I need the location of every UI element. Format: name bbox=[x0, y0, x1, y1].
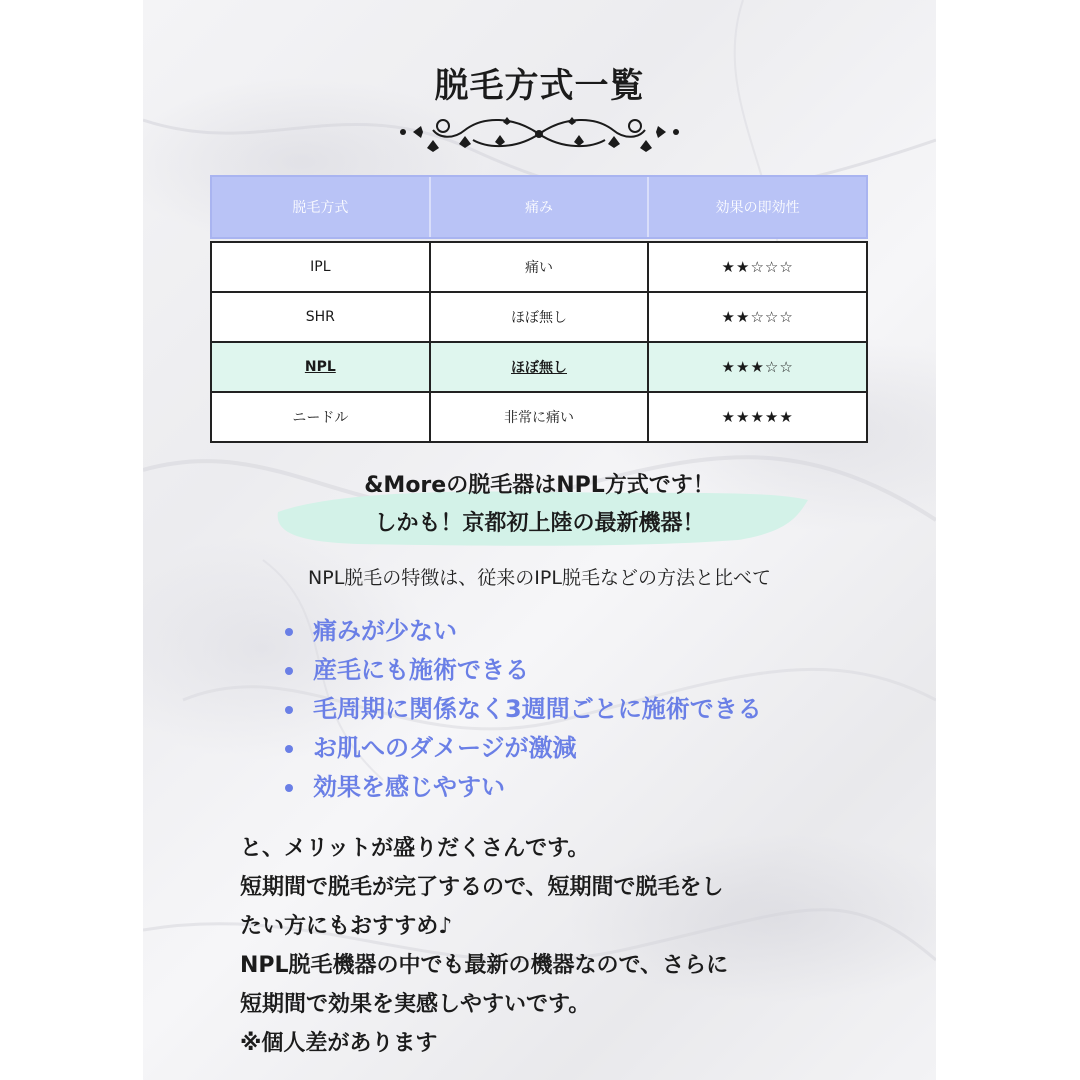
list-item: お肌へのダメージが激減 bbox=[283, 729, 762, 768]
cell-method: NPL bbox=[212, 343, 431, 391]
table-row bbox=[212, 293, 866, 343]
cell-pain: 痛い bbox=[431, 243, 650, 291]
header-pain: 痛み bbox=[431, 177, 650, 237]
list-item: 痛みが少ない bbox=[283, 612, 762, 651]
list-item: 効果を感じやすい bbox=[283, 768, 762, 807]
cell-method: SHR bbox=[212, 293, 431, 341]
list-item: 産毛にも施術できる bbox=[283, 651, 762, 690]
table-row bbox=[212, 243, 866, 293]
page-title: 脱毛方式一覧 bbox=[434, 66, 645, 106]
table-row bbox=[212, 393, 866, 441]
cell-speed-rating: ★★★☆☆ bbox=[721, 358, 794, 376]
list-item: 毛周期に関係なく3週間ごとに施術できる bbox=[283, 690, 762, 729]
headline-line-2: しかも！京都初上陸の最新機器！ bbox=[374, 511, 705, 536]
body-line: たい方にもおすすめ♪ bbox=[240, 914, 453, 939]
body-line: 短期間で効果を実感しやすいです。 bbox=[240, 992, 591, 1017]
body-line: と、メリットが盛りだくさんです。 bbox=[240, 836, 590, 861]
table-row-highlighted bbox=[212, 343, 866, 393]
body-line: ※個人差があります bbox=[240, 1031, 438, 1056]
comparison-table bbox=[210, 175, 868, 443]
body-text bbox=[240, 829, 900, 1063]
header-method: 脱毛方式 bbox=[212, 177, 431, 237]
flourish-divider-icon bbox=[383, 112, 696, 156]
headline bbox=[143, 467, 936, 543]
table-header bbox=[210, 175, 868, 239]
headline-line-1: &Moreの脱毛器はNPL方式です！ bbox=[364, 473, 715, 498]
cell-method: IPL bbox=[212, 243, 431, 291]
cell-speed-rating: ★★☆☆☆ bbox=[721, 258, 794, 276]
marble-background bbox=[143, 0, 936, 1080]
cell-speed-rating: ★★★★★ bbox=[721, 408, 794, 426]
feature-list bbox=[283, 612, 762, 807]
body-line: 短期間で脱毛が完了するので、短期間で脱毛をし bbox=[240, 875, 724, 900]
cell-pain: ほぼ無し bbox=[431, 343, 650, 391]
table-body bbox=[210, 241, 868, 443]
body-line: NPL脱毛機器の中でも最新の機器なので、さらに bbox=[240, 953, 729, 978]
cell-pain: 非常に痛い bbox=[431, 393, 650, 441]
cell-speed-rating: ★★☆☆☆ bbox=[721, 308, 794, 326]
cell-pain: ほぼ無し bbox=[431, 293, 650, 341]
cell-method: ニードル bbox=[212, 393, 431, 441]
header-speed: 効果の即効性 bbox=[715, 200, 800, 216]
intro-text: NPL脱毛の特徴は、従来のIPL脱毛などの方法と比べて bbox=[308, 567, 771, 589]
